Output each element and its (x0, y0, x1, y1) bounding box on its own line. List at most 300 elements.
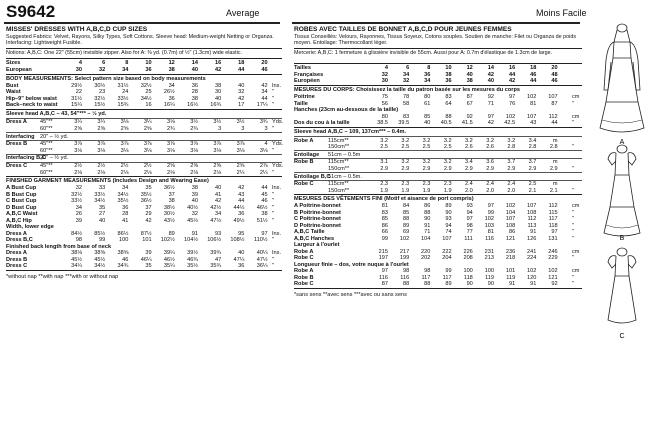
yardage-cell: 2¾ (167, 126, 175, 132)
yardage-cell: 2.5 (380, 144, 388, 151)
size-cell: 14 (191, 60, 198, 66)
table-cell: 34½ (94, 263, 106, 270)
french-size-cell: 40 (466, 71, 473, 78)
sleeve-head-line: Sleeve head A,B,C – 43, 54"*** – ½ yd. (6, 110, 107, 117)
fabric-width: 45"** (40, 119, 53, 126)
table-cell: 74 (445, 229, 452, 236)
table-cell: 88 (445, 113, 452, 120)
table-cell: 104 (505, 209, 516, 216)
yardage-cell: 4 (264, 141, 268, 148)
table-cell: 40 (98, 217, 106, 224)
table-cell: 89 (402, 222, 410, 229)
table-cell: 77 (466, 229, 473, 236)
row-label: Dos du cou à la taille (294, 120, 350, 127)
divider (6, 162, 282, 163)
table-cell: 102½ (160, 237, 175, 244)
table-cell: 67 (466, 100, 473, 107)
table-cell: 39.5 (398, 120, 410, 127)
unit-label: " (272, 204, 274, 211)
fabric-row-label: Robe A (294, 137, 314, 144)
row-label: Longueur finie – dos, votre nuque à l'ourlet (294, 261, 409, 268)
table-cell: 107 (548, 94, 558, 100)
table-cell: 36½ (140, 198, 152, 205)
table-cell: 35 (145, 263, 152, 270)
yardage-cell: 2.5 (401, 144, 410, 151)
yardage-cell: 2⅝ (236, 163, 245, 169)
yardage-cell: 3.1 (380, 159, 388, 166)
row-label: Taille (294, 100, 308, 107)
dress-a-illustration (600, 24, 644, 132)
yardage-cell: 3⅛ (143, 147, 152, 154)
fabric-width: 150cm** (328, 187, 350, 194)
divider (6, 74, 282, 75)
table-cell: 38 (214, 82, 222, 89)
fabric-row-label: Dress C (6, 163, 28, 169)
table-cell: 213 (484, 255, 494, 262)
yardage-cell: 3.2 (380, 137, 388, 144)
row-label: Largeur à l'ourlet (294, 242, 340, 249)
european-cell: 42 (214, 66, 222, 73)
divider (294, 127, 582, 128)
european-label: Européen (294, 78, 320, 84)
yardage-cell: 2.4 (465, 181, 473, 188)
table-cell: 104½ (184, 237, 198, 244)
table-cell: 40 (238, 250, 245, 257)
yardage-cell: 2.8 (528, 144, 537, 151)
table-cell: 110½ (254, 237, 268, 244)
table-cell: 40 (238, 82, 245, 89)
unit-label: " (572, 187, 574, 194)
row-label: Robe C (294, 255, 314, 262)
table-cell: 28 (191, 89, 198, 96)
table-cell: 116 (485, 235, 494, 242)
yardage-cell: 3.2 (422, 137, 431, 144)
table-cell: 102 (527, 94, 537, 100)
table-cell: 42 (145, 217, 152, 224)
row-label: Dress B,C (6, 237, 33, 244)
table-cell: 102 (505, 203, 516, 210)
table-cell: 93 (466, 203, 473, 210)
table-cell: 38⅝ (117, 250, 129, 257)
divider (6, 109, 282, 110)
table-cell: 102 (399, 235, 410, 242)
yardage-cell: 2.0 (486, 187, 494, 194)
unit-label: " (572, 209, 574, 216)
french-size-cell: 44 (508, 71, 516, 78)
body-measurements-title: MESURES DU CORPS: Choisissez la taille du patron basée sur les mesures du corps (294, 87, 520, 93)
yardage-cell: 3⅞ (167, 141, 175, 148)
table-cell: 40.5 (440, 120, 452, 127)
table-cell: 102 (484, 216, 494, 223)
table-cell: 116 (379, 274, 388, 281)
row-label: Dress C (6, 263, 28, 270)
table-cell: 15¼ (71, 102, 82, 109)
table-cell: 34½ (94, 198, 106, 205)
table-cell: 27 (98, 211, 106, 218)
european-cell: 30 (75, 66, 82, 73)
dress-b-illustration (604, 145, 640, 236)
yardage-cell: 3.2 (465, 137, 473, 144)
table-cell: 89 (445, 281, 452, 288)
table-cell: 220 (421, 248, 431, 255)
yardage-cell: 2.9 (549, 165, 558, 172)
table-cell: 101 (505, 268, 516, 275)
table-cell: 35 (98, 204, 106, 211)
size-cell: 12 (168, 60, 175, 66)
french-size-cell: 38 (445, 71, 452, 78)
table-cell: 16½ (187, 102, 198, 109)
table-cell: 117 (548, 216, 558, 223)
row-label: Hip–9" below waist (6, 95, 57, 102)
european-cell: 40 (191, 66, 198, 73)
yardage-cell: 2⅛ (120, 169, 129, 176)
yardage-cell: 2⅝ (120, 126, 129, 132)
table-cell: 99 (487, 209, 494, 216)
view-label-c: C (619, 333, 625, 340)
table-cell: 113 (527, 222, 537, 229)
fabric-width: 20" – ½ yd. (40, 133, 69, 140)
table-cell: 88 (402, 281, 410, 288)
unit-label: " (272, 191, 274, 198)
size-cell: 8 (125, 60, 129, 66)
table-cell: 40 (424, 120, 431, 127)
table-cell: 88 (402, 216, 410, 223)
size-cell: 12 (466, 65, 473, 71)
yardage-cell: 3⅞ (120, 141, 129, 148)
table-cell: 26 (75, 211, 82, 218)
table-cell: 38 (191, 95, 198, 102)
size-cell: 4 (78, 60, 82, 66)
table-cell: 39¼ (163, 250, 175, 257)
yardage-cell: 2.9 (486, 165, 494, 172)
table-cell: 117 (442, 274, 452, 281)
table-cell: 36¼ (256, 263, 268, 270)
french-size-cell: 48 (551, 71, 558, 78)
row-label: A,B,C Hip (6, 217, 32, 224)
yardage-cell: 3⅞ (213, 141, 222, 148)
european-cell: 46 (551, 78, 558, 84)
row-label: A Poitrine-bonnet (294, 203, 341, 210)
table-cell: 42 (487, 120, 494, 127)
row-label: Robe A (294, 248, 314, 255)
unit-label: " (272, 211, 274, 218)
table-cell: 107 (527, 203, 537, 210)
table-cell: 75 (381, 94, 388, 100)
yardage-cell: 3.2 (486, 137, 494, 144)
european-cell: 44 (238, 66, 245, 73)
european-cell: 46 (261, 66, 268, 73)
table-cell: 38⅝ (94, 250, 106, 257)
table-cell: 121 (548, 274, 558, 281)
european-cell: 44 (530, 78, 537, 84)
table-cell: 36 (238, 211, 245, 218)
unit-label: Ins. (272, 185, 282, 192)
table-cell: 39½ (187, 250, 198, 257)
table-cell: 215 (378, 248, 388, 255)
table-cell: 91 (191, 230, 198, 237)
table-cell: 71 (424, 229, 431, 236)
table-cell: 90 (466, 281, 473, 288)
yardage-cell: 2¼ (259, 169, 268, 176)
yardage-cell: 3½ (213, 119, 222, 126)
yardage-cell: 2⅛ (97, 169, 106, 176)
table-cell: 87 (381, 281, 388, 288)
yardage-cell: 2⅛ (213, 169, 222, 176)
table-cell: 42 (238, 95, 245, 102)
yardage-cell: 2.3 (380, 181, 388, 188)
table-cell: 80 (381, 113, 388, 120)
table-cell: 218 (505, 255, 516, 262)
yardage-cell: 2.4 (486, 181, 494, 188)
row-label: D Poitrine-bonnet (294, 222, 341, 229)
table-cell: 115 (548, 209, 558, 216)
european-cell: 34 (122, 66, 129, 73)
fabric-width: 20" – ½ yd. (40, 155, 69, 162)
table-cell: 16¾ (210, 102, 222, 109)
table-cell: 97 (487, 113, 494, 120)
yardage-cell: 3.6 (486, 159, 494, 166)
table-cell: 83 (381, 209, 388, 216)
table-cell: 46 (122, 256, 129, 263)
yardage-cell: 2.8 (507, 144, 516, 151)
dress-c-illustration (608, 248, 636, 323)
table-cell: 40 (214, 95, 222, 102)
table-cell: 66 (381, 229, 388, 236)
table-cell: 29½ (71, 82, 82, 89)
table-cell: 40¼ (256, 250, 268, 257)
table-cell: 88 (424, 209, 431, 216)
divider (6, 58, 282, 59)
table-cell: 42.5 (504, 120, 516, 127)
table-cell: 34¾ (117, 263, 129, 270)
table-cell: 118 (463, 274, 473, 281)
table-cell: 222 (442, 248, 452, 255)
table-cell: 103 (484, 222, 494, 229)
french-size-cell: 42 (487, 71, 494, 78)
table-cell: 91 (530, 281, 537, 288)
table-cell: 35½ (140, 191, 152, 198)
table-cell: 30 (214, 89, 222, 96)
table-cell: 15½ (94, 102, 106, 109)
yardage-cell: m (552, 159, 558, 166)
table-cell: 85 (402, 209, 410, 216)
unit-label: Ins. (272, 250, 282, 257)
yardage-cell: 3⅛ (167, 119, 175, 126)
yardage-cell: 3.4 (528, 137, 537, 144)
table-cell: 86 (381, 222, 388, 229)
row-label: A,B,C Taille (294, 229, 325, 236)
table-cell: 93 (214, 230, 222, 237)
table-cell: 97 (487, 203, 494, 210)
table-cell: 107 (442, 235, 452, 242)
european-cell: 38 (466, 78, 473, 84)
table-cell: 34½ (140, 95, 152, 102)
yardage-cell: 2⅝ (190, 163, 198, 169)
table-cell: 120 (527, 274, 537, 281)
yardage-cell: 2.1 (549, 187, 558, 194)
table-cell: 34 (168, 82, 175, 89)
yardage-cell: 3⅞ (143, 141, 152, 148)
table-cell: 37 (168, 191, 175, 198)
table-cell: 78 (402, 94, 410, 100)
row-label: A,B,C Hanches (294, 235, 335, 242)
notions: Notions: A,B,C: One 22" (55cm) invisible zipper. Also for A: ⅜ yd. (0.7m) of ½" (1.3cm) wide elastic. (6, 50, 243, 56)
unit-label: Yds. (272, 141, 284, 148)
fabric-row-label: Entoilage (294, 151, 320, 158)
divider (294, 63, 582, 64)
table-cell: 44 (261, 185, 268, 192)
finished-measurements-title: FINISHED GARMENT MEASUREMENTS (Includes Design and Wearing Ease) (6, 178, 209, 185)
footnote: *without nap **with nap ***with or without nap (6, 273, 119, 280)
table-cell: 33½ (71, 198, 82, 205)
table-cell: 38 (261, 211, 268, 218)
table-cell: 43½ (163, 217, 175, 224)
table-cell: 202 (421, 255, 431, 262)
table-cell: 30½ (94, 82, 106, 89)
yardage-cell: 3⅛ (120, 147, 129, 154)
table-cell: 38.5 (377, 120, 388, 127)
table-cell: 25 (145, 89, 152, 96)
dress-illustrations (584, 20, 664, 350)
size-cell: 10 (445, 65, 452, 71)
table-cell: 98 (424, 268, 431, 275)
yardage-cell: 3.7 (507, 159, 516, 166)
table-cell: 38⅛ (71, 250, 82, 257)
table-cell: 107 (527, 113, 537, 120)
table-cell: 119 (485, 274, 494, 281)
unit-label: " (272, 263, 274, 270)
table-cell: 43 (238, 191, 245, 198)
divider (6, 270, 282, 271)
french-sizes-label: Françaises (294, 71, 324, 78)
fabric-row-label: Dress A (6, 119, 27, 126)
table-cell: 90 (487, 281, 494, 288)
table-cell: 26½ (163, 89, 175, 96)
table-cell: 35¾ (210, 263, 222, 270)
fabric-row-label: Interfacing B,C (6, 155, 46, 162)
notions: Mercerie: A,B,C: 1 fermeture à glissière invisible de 55cm. Aussi pour A: 0.7m d'élastique de 1.3cm de large. (294, 50, 553, 56)
skill-level-fr: Moins Facile (536, 8, 587, 18)
table-cell: 101 (142, 237, 152, 244)
row-label: Waist (6, 89, 21, 96)
table-cell: 87 (466, 94, 473, 100)
yardage-cell: 3½ (236, 119, 245, 126)
table-cell: 47½ (256, 256, 268, 263)
unit-label: " (572, 274, 574, 281)
table-cell: 85 (381, 216, 388, 223)
table-cell: 91 (508, 281, 516, 288)
table-cell: 98 (402, 268, 410, 275)
yardage-cell: 3¼ (74, 119, 82, 126)
table-cell: 81 (381, 203, 388, 210)
table-cell: 92 (551, 281, 558, 288)
table-cell: 246 (548, 248, 558, 255)
table-cell: 80 (424, 94, 431, 100)
row-label: Dress A (6, 250, 27, 257)
divider (294, 150, 582, 151)
fabric-width: 115cm** (328, 159, 349, 166)
yardage-cell: 3⅞ (74, 141, 82, 148)
table-cell: 42 (214, 198, 222, 205)
table-cell: 44 (261, 95, 268, 102)
table-cell: 112 (527, 216, 537, 223)
yardage-cell: 2.4 (507, 181, 516, 188)
footnote: *sans sens **avec sens ***avec ou sans sens (294, 291, 407, 298)
unit-label: " (572, 281, 574, 288)
yardage-cell: 3.2 (443, 159, 452, 166)
french-size-cell: 46 (530, 71, 537, 78)
yardage-cell: 3.2 (507, 137, 516, 144)
yardage-cell: 2½ (74, 163, 82, 169)
table-cell: 44 (238, 198, 245, 205)
table-cell: 89 (445, 203, 452, 210)
yardage-cell: 3⅛ (74, 147, 82, 154)
yardage-cell: 2⅝ (74, 126, 82, 132)
table-cell: 102 (548, 268, 558, 275)
table-cell: 94 (466, 209, 473, 216)
row-label: A,B,C Waist (6, 211, 38, 218)
yardage-cell: 3⅛ (236, 147, 245, 154)
unit-label: " (572, 100, 574, 107)
table-cell: 64 (445, 100, 452, 107)
table-cell: 112 (548, 113, 558, 120)
table-cell: 107 (505, 216, 516, 223)
size-cell: 6 (102, 60, 106, 66)
unit-label: " (272, 126, 274, 132)
fabric-row-label: Robe B (294, 159, 314, 166)
table-cell: 32 (75, 185, 82, 192)
table-cell: 43 (530, 120, 537, 127)
table-cell: 97 (508, 94, 516, 100)
yardage-cell: 2.3 (443, 181, 452, 188)
size-cell: 6 (406, 65, 410, 71)
size-cell: 16 (508, 65, 516, 71)
table-cell: 38 (168, 198, 175, 205)
unit-label: Ins. (272, 230, 282, 237)
table-cell: 86½ (117, 230, 129, 237)
fabric-width: 115cm** (328, 181, 349, 188)
row-label: Back–neck to waist (6, 102, 58, 109)
yardage-cell: 2.9 (422, 165, 431, 172)
table-cell: 58 (402, 100, 410, 107)
table-cell: 39 (191, 191, 198, 198)
european-cell: 32 (402, 78, 410, 84)
table-cell: 87½ (140, 230, 152, 237)
table-cell: 86 (424, 203, 431, 210)
table-cell: 106½ (207, 237, 222, 244)
suggested-fabrics: Tissus Conseillés: Velours, Rayonnes, Tissus Soyeux, Cotons souples. Soutien de manche: Filet ou Organza de poids moyen. Entoilage: Thermocollant léger. (294, 34, 577, 47)
table-cell: 34 (261, 89, 268, 96)
yardage-cell: 2⅛ (167, 169, 175, 176)
table-cell: 46½ (256, 204, 268, 211)
fabric-width: 60"** (40, 169, 53, 176)
divider (294, 48, 582, 49)
size-cell: 18 (530, 65, 537, 71)
table-cell: 118 (548, 222, 558, 229)
yardage-cell: 2.5 (528, 181, 537, 188)
yardage-cell: 2⅝ (167, 163, 175, 169)
table-cell: 34 (122, 185, 129, 192)
yardage-cell: 1.9 (401, 187, 410, 194)
table-cell: 116 (400, 274, 410, 281)
unit-label: cm (572, 203, 580, 210)
french-size-cell: 36 (424, 71, 431, 78)
table-cell: 51½ (256, 217, 268, 224)
table-cell: 35½ (117, 198, 129, 205)
table-cell: 36½ (163, 185, 175, 192)
table-cell: 36 (238, 263, 245, 270)
yardage-cell: 2⅛ (143, 169, 152, 176)
